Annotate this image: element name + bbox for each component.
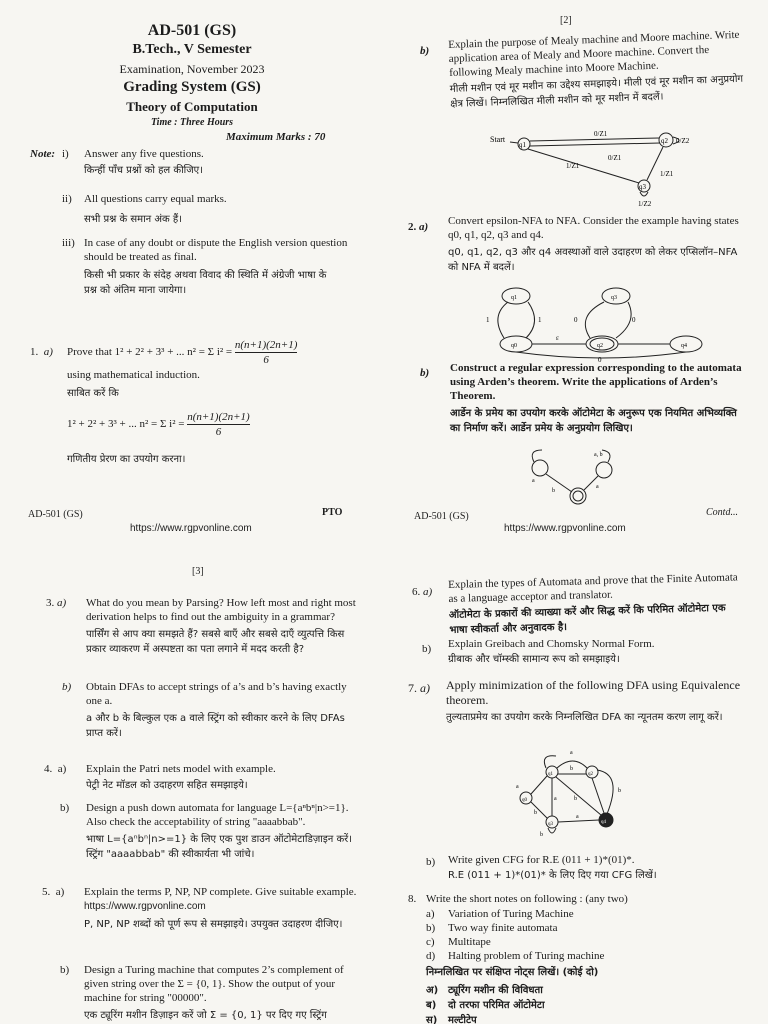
q5b-label: b) [60,964,70,976]
svg-text:0: 0 [598,356,602,362]
svg-text:b: b [570,766,573,772]
q5b-text: Design a Turing machine that computes 2’s complement of given string over the Σ = {0, 1}. Show the output of your machine for string "00000". एक ट्यूरिंग मशीन डिज़ाइन करें जो Σ = {0, 1} पर दिए गए स्ट्रिंग [84,964,344,1021]
q7b-text: Write given CFG for R.E (011 + 1)*(01)*. R.E (011 + 1)*(01)* के लिए दिए गया CFG लिखें। [448,854,657,881]
q2-number: 2. a) [408,221,429,233]
q8-number: 8. [408,893,417,905]
svg-text:a: a [554,796,557,802]
svg-text:0/Z1: 0/Z1 [608,154,622,162]
svg-text:q4: q4 [601,820,606,825]
dfa-minimization-diagram [512,748,632,838]
svg-text:b: b [534,810,537,816]
q8-hindi-items: अ) ट्यूरिंग मशीन की विविधता ब) दो तरफा परिमित ऑटोमेटा स) मल्टीटेप [426,985,545,1024]
q4b-text: Design a push down automata for language L={aⁿbⁿ|n>=1}. Also check the acceptability of string "aaaabbab". भाषा L={aⁿbⁿ|n>=1} के लिए एक पुश डाउन ऑटोमेटाडिज़ाइन करें। स्ट्रिंग "aaaabbab" की स्वीकार्यता भी जांचे। [86,802,353,860]
q5-number: 5. a) [42,886,65,898]
note-label: Note: [30,148,56,160]
svg-text:0/Z1: 0/Z1 [594,130,608,138]
q7a-text: Apply minimization of the following DFA using Equivalence theorem. तुल्यताप्रमेय का उपयोग करके निम्नलिखित DFA का न्यूनतम करण लागू करें। [446,678,741,723]
page-4 [384,545,768,1024]
page-3 [0,545,384,1024]
q7-number: 7. a) [408,681,430,695]
q6b-text: Explain Greibach and Chomsky Normal Form. ग्रीबाक और चॉम्स्की सामान्य रूप को समझाइये। [448,638,655,665]
q1b-text: Explain the purpose of Mealy machine and Moore machine. Write application area of Mealy and Moore machine. Convert the following Mealy machine into Moore Machine. मीली मशीन एवं मूर मशीन का उद्देश्य समझाइये। मीली एवं मूर मशीन का अनुप्रयोग क्षेत्र लिखें। निम्नलिखित मीली मशीन को मूर मशीन में बदलें। [448,28,744,110]
state-final [570,488,586,504]
svg-text:1/Z1: 1/Z1 [660,170,674,178]
page-number: [2] [560,15,572,26]
epsilon-nfa-diagram [464,282,724,362]
svg-text:0: 0 [632,316,636,324]
svg-text:1/Z1: 1/Z1 [566,162,580,170]
start-arrow [510,142,518,143]
svg-text:q1: q1 [548,772,553,777]
q4b-label: b) [60,802,70,814]
q8-text: Write the short notes on following : (any two) [426,893,628,905]
page-1 [0,0,384,545]
svg-text:b: b [540,832,543,838]
q6a-text: Explain the types of Automata and prove that the Finite Automata as a language acceptor and translator. ऑटोमेटा के प्रकारों की व्याख्या करें और सिद्ध करें कि परिमित ऑटोमेटा एक भाषा स्वीकर्ता और अनुवादक है। [448,571,738,636]
svg-text:a, b: a, b [594,452,603,458]
svg-text:q4: q4 [681,343,687,349]
subject-title: Theory of Computation [126,99,258,114]
svg-text:q3: q3 [548,822,553,827]
start-label: Start [490,135,506,144]
note-2: ii) All questions carry equal marks. सभी प्रश्न के समान अंक हैं। [62,193,227,225]
q1-method: using mathematical induction. [67,369,200,381]
svg-text:a: a [576,814,579,820]
footer-code: AD-501 (GS) [414,511,469,522]
q7b-label: b) [426,856,436,868]
q5a-text: Explain the terms P, NP, NP complete. Give suitable example. https://www.rgpvonline.com P, NP, NP शब्दों को पूर्ण रूप से समझाइये। उपयुक्त उदाहरण दीजिए। [84,886,357,930]
q8-hindi: निम्नलिखित पर संक्षिप्त नोट्स लिखें। (कोई दो) [426,967,599,978]
svg-text:q3: q3 [639,183,646,191]
q1-number: 1. a) [30,346,53,358]
svg-text:1/Z2: 1/Z2 [638,200,652,208]
q3-number: 3. a) [46,597,67,609]
svg-text:q0: q0 [511,343,517,349]
q2b-text: Construct a regular expression corresponding to the automata using Arden’s theorem. Write the applications of Arden’s Theorem. आर्डेन के प्रमेय का उपयोग करके ऑटोमेटा के अनुरूप एक नियमित अभिव्यक्ति का निर्माण करें। आर्डेन प्रमेय के अनुप्रयोग लिखिए। [450,362,742,434]
self-loop-q3 [640,192,648,196]
svg-text:q2: q2 [661,137,668,145]
footer-url[interactable]: https://www.rgpvonline.com [504,523,626,534]
svg-text:b: b [552,488,555,494]
q3b-text: Obtain DFAs to accept strings of a’s and b’s having exactly one a. a और b के बिल्कुल एक a वाले स्ट्रिंग को स्वीकार करने के लिए DFAs प्राप्त करें। [86,681,347,739]
svg-text:b: b [618,788,621,794]
svg-text:0/Z2: 0/Z2 [676,137,690,145]
note-1: i) Answer any five questions. किन्हीं पाँच प्रश्नों को हल कीजिए। [62,148,204,176]
exam-session: Examination, November 2023 [119,62,265,76]
svg-text:q1: q1 [519,141,526,149]
svg-text:q3: q3 [611,295,617,301]
footer-url[interactable]: https://www.rgpvonline.com [130,523,252,534]
mealy-machine-diagram [484,128,714,208]
q1-formula-line: Prove that 1² + 2² + 3³ + ... n² = Σ i² = $\frac{n(n+1)(2n+1)}{6}$ [67,339,298,366]
q4a-text: Explain the Patri nets model with example. पेट्री नेट मॉडल को उदाहरण सहित समझाइये। [86,763,276,791]
svg-text:1: 1 [486,316,490,324]
state-left [532,460,548,476]
svg-text:a: a [596,484,599,490]
page-number: [3] [192,566,204,577]
svg-text:a: a [570,750,573,756]
grading-system: Grading System (GS) [123,79,261,95]
q3a-text: What do you mean by Parsing? How left most and right most derivation helps to find out the ambiguity in a grammar? पार्सिंग से आप क्या समझते हैं? सबसे बाएँ और सबसे दाएँ व्युत्पत्ति किस प्रकार व्याकरण में अस्पष्टता का पता लगाने में मदद करती है? [86,597,356,655]
footer-code: AD-501 (GS) [28,509,83,520]
q6-number: 6. a) [412,586,433,598]
svg-text:q2: q2 [588,772,593,777]
q2a-text: Convert epsilon-NFA to NFA. Consider the example having states q0, q1, q2, q3 and q4. q0, q1, q2, q3 और q4 अवस्थाओं वाले उदाहरण को लेकर एप्सिलॉन–NFA को NFA में बदलें। [448,215,739,273]
svg-text:q1: q1 [511,295,517,301]
q1-formula-hindi: 1² + 2² + 3³ + ... n² = Σ i² = $\frac{n(n+1)(2n+1)}{6}$ [67,411,250,438]
svg-text:a: a [516,784,519,790]
svg-text:0: 0 [574,316,578,324]
svg-text:q0: q0 [522,798,527,803]
footer-contd: Contd... [706,507,738,518]
q6b-label: b) [422,643,432,655]
page-2 [384,0,768,545]
svg-text:a: a [532,478,535,484]
svg-text:q2: q2 [597,343,603,349]
svg-text:b: b [574,796,577,802]
q1b-label: b) [420,45,430,57]
degree: B.Tech., V Semester [132,42,252,57]
svg-text:1: 1 [538,316,542,324]
note-3: iii) In case of any doubt or dispute the English version question should be treated as final. किसी भी प्रकार के संदेह अथवा विवाद की स्थिति में अंग्रेजी भाषा के प्रश्न को अंतिम माना जायेगा। [62,237,348,296]
q1-hindi-prove: साबित करें कि [67,388,119,399]
q4-number: 4. a) [44,763,67,775]
state-right [596,462,612,478]
exam-time: Time : Three Hours [150,117,234,128]
edge-q1-q3 [528,149,639,183]
edge-q1-q2 [530,138,659,141]
q8-items: a) Variation of Turing Machine b) Two way finite automata c) Multitape d) Halting problem of Turing machine [426,908,605,962]
arden-automaton-diagram [504,448,634,510]
svg-text:ε: ε [556,334,559,342]
q2b-label: b) [420,367,430,379]
edge-q2-q1 [530,143,660,146]
paper-code: AD-501 (GS) [147,22,237,39]
q1-hindi-method: गणितीय प्रेरण का उपयोग करना। [67,454,186,465]
footer-pto: PTO [322,507,343,518]
q3b-label: b) [62,681,72,693]
max-marks: Maximum Marks : 70 [226,131,326,143]
